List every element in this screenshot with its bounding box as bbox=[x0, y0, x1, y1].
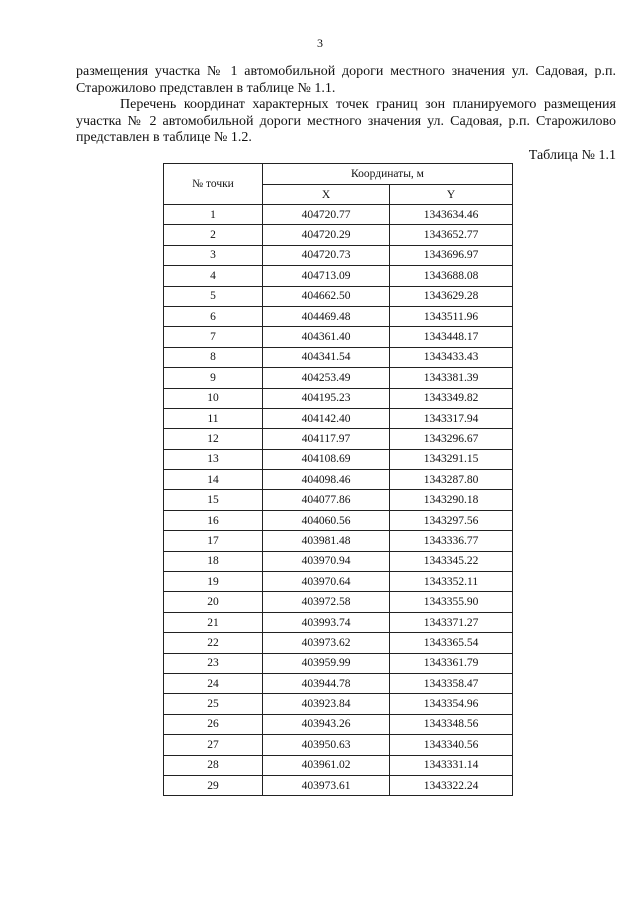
table-row bbox=[164, 694, 513, 714]
point-number-cell: 2 bbox=[164, 225, 263, 245]
table-row bbox=[164, 429, 513, 449]
table-row bbox=[164, 510, 513, 530]
point-number-cell: 5 bbox=[164, 286, 263, 306]
y-coordinate-cell: 1343381.39 bbox=[390, 368, 513, 388]
table-row bbox=[164, 714, 513, 734]
point-number-cell: 25 bbox=[164, 694, 263, 714]
header-y: Y bbox=[390, 185, 513, 205]
header-coordinates: Координаты, м bbox=[263, 164, 513, 185]
y-coordinate-cell: 1343358.47 bbox=[390, 673, 513, 693]
y-coordinate-cell: 1343340.56 bbox=[390, 735, 513, 755]
x-coordinate-cell: 403961.02 bbox=[263, 755, 390, 775]
point-number-cell: 13 bbox=[164, 449, 263, 469]
x-coordinate-cell: 404469.48 bbox=[263, 306, 390, 326]
header-point-number: № точки bbox=[164, 164, 263, 205]
table-row bbox=[164, 531, 513, 551]
y-coordinate-cell: 1343688.08 bbox=[390, 266, 513, 286]
y-coordinate-cell: 1343345.22 bbox=[390, 551, 513, 571]
point-number-cell: 27 bbox=[164, 735, 263, 755]
point-number-cell: 18 bbox=[164, 551, 263, 571]
point-number-cell: 29 bbox=[164, 775, 263, 795]
x-coordinate-cell: 404713.09 bbox=[263, 266, 390, 286]
x-coordinate-cell: 404720.77 bbox=[263, 205, 390, 225]
table-row bbox=[164, 245, 513, 265]
table-row bbox=[164, 653, 513, 673]
x-coordinate-cell: 404098.46 bbox=[263, 470, 390, 490]
x-coordinate-cell: 404720.29 bbox=[263, 225, 390, 245]
table-row bbox=[164, 775, 513, 795]
table-row bbox=[164, 327, 513, 347]
x-coordinate-cell: 404142.40 bbox=[263, 408, 390, 428]
point-number-cell: 17 bbox=[164, 531, 263, 551]
x-coordinate-cell: 404720.73 bbox=[263, 245, 390, 265]
point-number-cell: 4 bbox=[164, 266, 263, 286]
point-number-cell: 21 bbox=[164, 612, 263, 632]
table-row bbox=[164, 572, 513, 592]
y-coordinate-cell: 1343354.96 bbox=[390, 694, 513, 714]
point-number-cell: 14 bbox=[164, 470, 263, 490]
point-number-cell: 9 bbox=[164, 368, 263, 388]
table-row bbox=[164, 592, 513, 612]
point-number-cell: 16 bbox=[164, 510, 263, 530]
x-coordinate-cell: 404195.23 bbox=[263, 388, 390, 408]
point-number-cell: 22 bbox=[164, 633, 263, 653]
point-number-cell: 24 bbox=[164, 673, 263, 693]
table-row bbox=[164, 612, 513, 632]
page-number: 3 bbox=[317, 36, 323, 50]
y-coordinate-cell: 1343652.77 bbox=[390, 225, 513, 245]
x-coordinate-cell: 403959.99 bbox=[263, 653, 390, 673]
table-row bbox=[164, 735, 513, 755]
x-coordinate-cell: 404361.40 bbox=[263, 327, 390, 347]
table-row bbox=[164, 551, 513, 571]
y-coordinate-cell: 1343355.90 bbox=[390, 592, 513, 612]
point-number-cell: 23 bbox=[164, 653, 263, 673]
point-number-cell: 20 bbox=[164, 592, 263, 612]
x-coordinate-cell: 403943.26 bbox=[263, 714, 390, 734]
x-coordinate-cell: 403981.48 bbox=[263, 531, 390, 551]
point-number-cell: 8 bbox=[164, 347, 263, 367]
table-row bbox=[164, 673, 513, 693]
x-coordinate-cell: 404117.97 bbox=[263, 429, 390, 449]
y-coordinate-cell: 1343296.67 bbox=[390, 429, 513, 449]
header-x: X bbox=[263, 185, 390, 205]
point-number-cell: 12 bbox=[164, 429, 263, 449]
x-coordinate-cell: 404077.86 bbox=[263, 490, 390, 510]
y-coordinate-cell: 1343361.79 bbox=[390, 653, 513, 673]
y-coordinate-cell: 1343352.11 bbox=[390, 572, 513, 592]
point-number-cell: 28 bbox=[164, 755, 263, 775]
table-row bbox=[164, 755, 513, 775]
point-number-cell: 10 bbox=[164, 388, 263, 408]
table-header-row bbox=[164, 164, 513, 185]
table-row bbox=[164, 347, 513, 367]
point-number-cell: 15 bbox=[164, 490, 263, 510]
table-row bbox=[164, 225, 513, 245]
x-coordinate-cell: 403973.62 bbox=[263, 633, 390, 653]
x-coordinate-cell: 403970.64 bbox=[263, 572, 390, 592]
y-coordinate-cell: 1343433.43 bbox=[390, 347, 513, 367]
y-coordinate-cell: 1343322.24 bbox=[390, 775, 513, 795]
y-coordinate-cell: 1343348.56 bbox=[390, 714, 513, 734]
table-row bbox=[164, 205, 513, 225]
y-coordinate-cell: 1343290.18 bbox=[390, 490, 513, 510]
paragraph-list-reference: Перечень координат характерных точек границ зон планируемого размещения участка № 2 автомобильной дороги местного значения ул. Садовая, р.п. Старожилово представлен в таблице № 1.2. bbox=[76, 97, 616, 145]
point-number-cell: 6 bbox=[164, 306, 263, 326]
table-caption: Таблица № 1.1 bbox=[528, 148, 616, 163]
y-coordinate-cell: 1343365.54 bbox=[390, 633, 513, 653]
table-row bbox=[164, 306, 513, 326]
point-number-cell: 7 bbox=[164, 327, 263, 347]
x-coordinate-cell: 404662.50 bbox=[263, 286, 390, 306]
table-row bbox=[164, 388, 513, 408]
y-coordinate-cell: 1343317.94 bbox=[390, 408, 513, 428]
y-coordinate-cell: 1343696.97 bbox=[390, 245, 513, 265]
y-coordinate-cell: 1343634.46 bbox=[390, 205, 513, 225]
table-row bbox=[164, 368, 513, 388]
x-coordinate-cell: 403970.94 bbox=[263, 551, 390, 571]
x-coordinate-cell: 404253.49 bbox=[263, 368, 390, 388]
coordinates-table bbox=[163, 163, 513, 796]
x-coordinate-cell: 404060.56 bbox=[263, 510, 390, 530]
x-coordinate-cell: 404341.54 bbox=[263, 347, 390, 367]
y-coordinate-cell: 1343629.28 bbox=[390, 286, 513, 306]
table-row bbox=[164, 490, 513, 510]
point-number-cell: 1 bbox=[164, 205, 263, 225]
y-coordinate-cell: 1343297.56 bbox=[390, 510, 513, 530]
x-coordinate-cell: 403993.74 bbox=[263, 612, 390, 632]
point-number-cell: 3 bbox=[164, 245, 263, 265]
x-coordinate-cell: 403972.58 bbox=[263, 592, 390, 612]
table-row bbox=[164, 266, 513, 286]
table-row bbox=[164, 408, 513, 428]
x-coordinate-cell: 403944.78 bbox=[263, 673, 390, 693]
x-coordinate-cell: 404108.69 bbox=[263, 449, 390, 469]
y-coordinate-cell: 1343371.27 bbox=[390, 612, 513, 632]
y-coordinate-cell: 1343336.77 bbox=[390, 531, 513, 551]
x-coordinate-cell: 403973.61 bbox=[263, 775, 390, 795]
x-coordinate-cell: 403950.63 bbox=[263, 735, 390, 755]
y-coordinate-cell: 1343511.96 bbox=[390, 306, 513, 326]
table-row bbox=[164, 449, 513, 469]
table-row bbox=[164, 470, 513, 490]
table-row bbox=[164, 633, 513, 653]
y-coordinate-cell: 1343349.82 bbox=[390, 388, 513, 408]
table-body bbox=[164, 205, 513, 796]
point-number-cell: 11 bbox=[164, 408, 263, 428]
point-number-cell: 19 bbox=[164, 572, 263, 592]
table-row bbox=[164, 286, 513, 306]
y-coordinate-cell: 1343291.15 bbox=[390, 449, 513, 469]
x-coordinate-cell: 403923.84 bbox=[263, 694, 390, 714]
paragraph-intro: размещения участка № 1 автомобильной дороги местного значения ул. Садовая, р.п. Старожилово представлен в таблице № 1.1. bbox=[76, 64, 616, 96]
point-number-cell: 26 bbox=[164, 714, 263, 734]
y-coordinate-cell: 1343331.14 bbox=[390, 755, 513, 775]
y-coordinate-cell: 1343287.80 bbox=[390, 470, 513, 490]
y-coordinate-cell: 1343448.17 bbox=[390, 327, 513, 347]
